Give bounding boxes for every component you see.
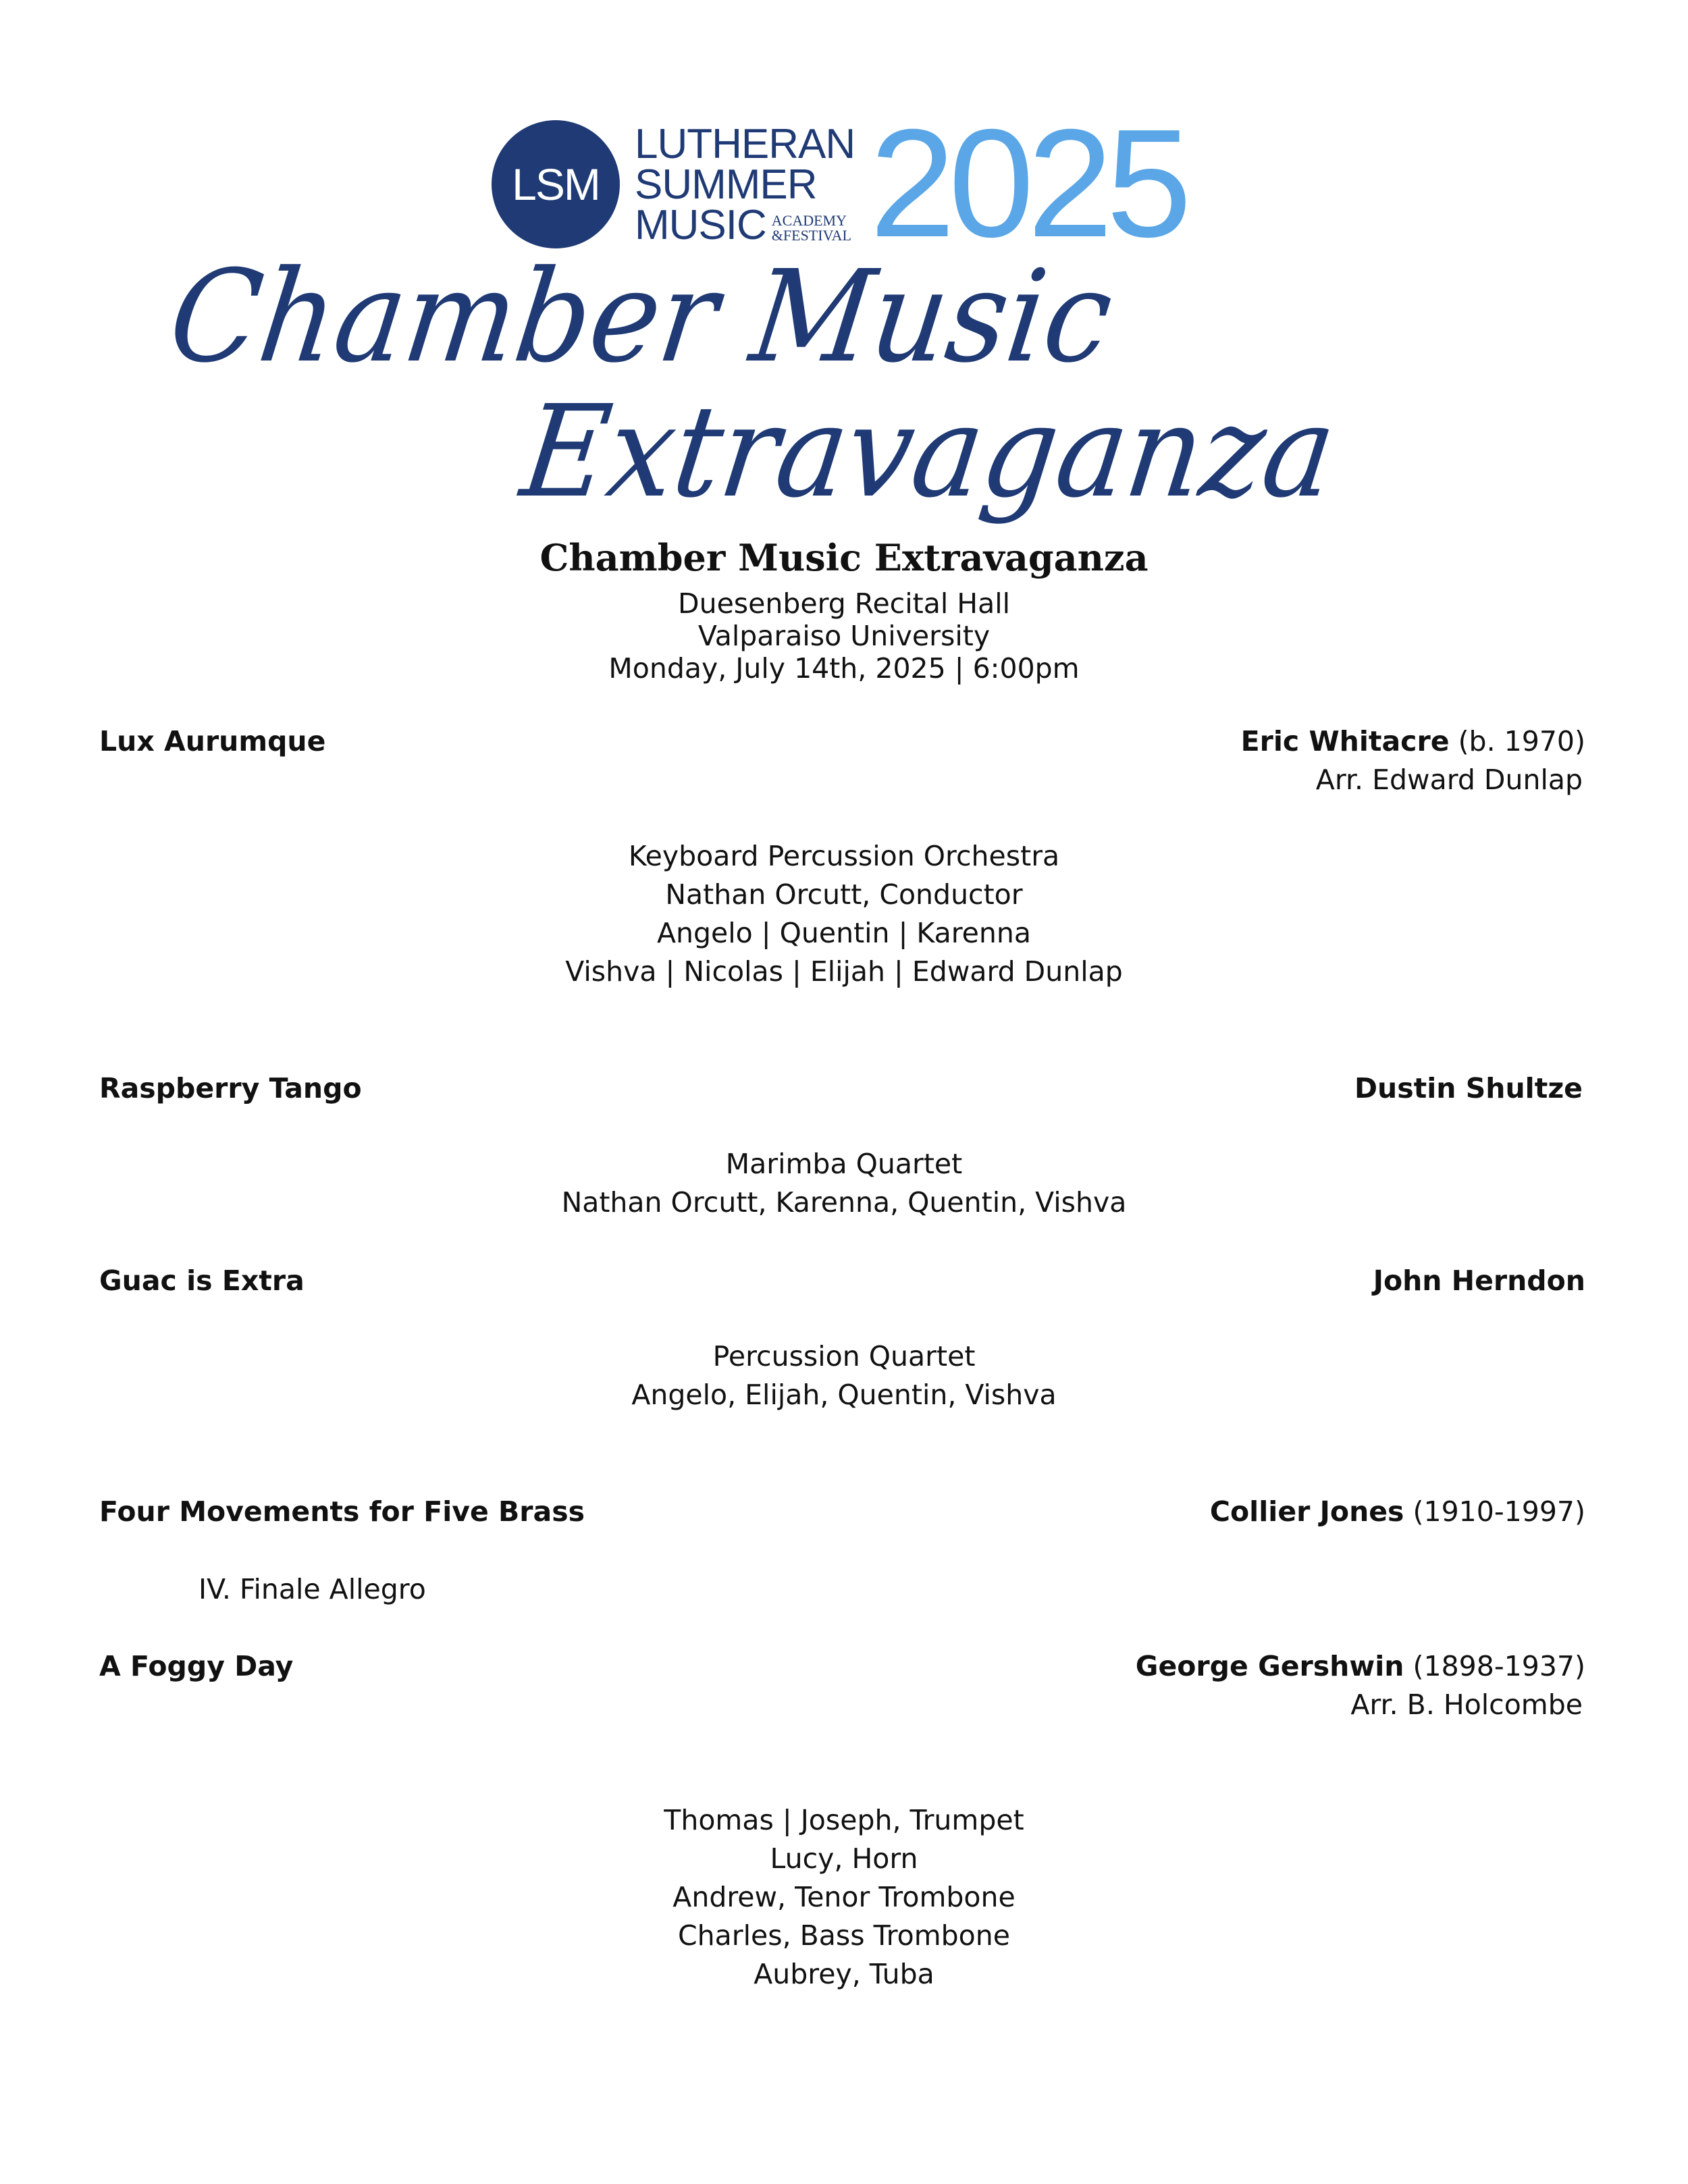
composer: George Gershwin (1898-1937)	[1135, 1650, 1585, 1682]
logo-line-2: SUMMER	[635, 161, 817, 208]
performer-line: Nathan Orcutt, Karenna, Quentin, Vishva	[561, 1186, 1127, 1219]
event-title: Chamber Music Extravaganza	[539, 536, 1149, 579]
performer-line: Charles, Bass Trombone	[678, 1919, 1010, 1952]
lsm-logo	[492, 98, 1207, 269]
piece-title: Raspberry Tango	[99, 1072, 362, 1104]
performer-line: Vishva | Nicolas | Elijah | Edward Dunlap	[565, 955, 1123, 988]
ensemble-credits	[0, 837, 1688, 991]
logo-sub-2: &FESTIVAL	[771, 227, 851, 244]
composer: John Herndon	[1373, 1264, 1585, 1297]
logo-monogram: LSM	[492, 120, 620, 248]
piece-title: Lux Aurumque	[99, 725, 326, 757]
logo-wordmark	[635, 121, 891, 248]
performer-line: Angelo | Quentin | Karenna	[656, 917, 1031, 949]
arranger: Arr. Edward Dunlap	[1315, 764, 1583, 796]
logo-sub-1: ACADEMY	[771, 212, 847, 229]
event-venue: Duesenberg Recital Hall	[678, 587, 1010, 620]
performer-line: Aubrey, Tuba	[754, 1958, 934, 1990]
event-institution: Valparaiso University	[697, 620, 991, 652]
piece-title: Four Movements for Five Brass	[99, 1495, 585, 1528]
piece-title: Guac is Extra	[99, 1264, 305, 1297]
performer-line: Lucy, Horn	[770, 1842, 918, 1875]
performer-line: Nathan Orcutt, Conductor	[665, 878, 1023, 911]
performer-line: Andrew, Tenor Trombone	[672, 1881, 1016, 1913]
script-title-line-2: Extravaganza	[514, 378, 1344, 526]
ensemble-name: Keyboard Percussion Orchestra	[628, 840, 1060, 872]
composer: Eric Whitacre (b. 1970)	[1240, 725, 1585, 757]
logo-line-3: MUSIC ACADEMY &FESTIVAL	[635, 202, 851, 248]
ensemble-credits	[0, 1337, 1688, 1414]
performer-line: Thomas | Joseph, Trumpet	[664, 1804, 1024, 1836]
logo-line-1: LUTHERAN	[635, 121, 855, 167]
performer-line: Angelo, Elijah, Quentin, Vishva	[631, 1379, 1057, 1411]
composer: Dustin Shultze	[1354, 1072, 1583, 1104]
ensemble-credits	[0, 1801, 1688, 1994]
arranger: Arr. B. Holcombe	[1350, 1688, 1583, 1721]
ensemble-credits	[0, 1145, 1688, 1222]
composer: Collier Jones (1910-1997)	[1209, 1495, 1585, 1528]
ensemble-name: Marimba Quartet	[725, 1148, 963, 1180]
script-title-line-1: Chamber Music	[161, 243, 1121, 391]
logo-year: 2025	[870, 98, 1186, 269]
piece-title: A Foggy Day	[99, 1650, 294, 1682]
movement-title: IV. Finale Allegro	[199, 1573, 426, 1605]
event-datetime: Monday, July 14th, 2025 | 6:00pm	[608, 652, 1080, 685]
ensemble-name: Percussion Quartet	[712, 1340, 976, 1373]
